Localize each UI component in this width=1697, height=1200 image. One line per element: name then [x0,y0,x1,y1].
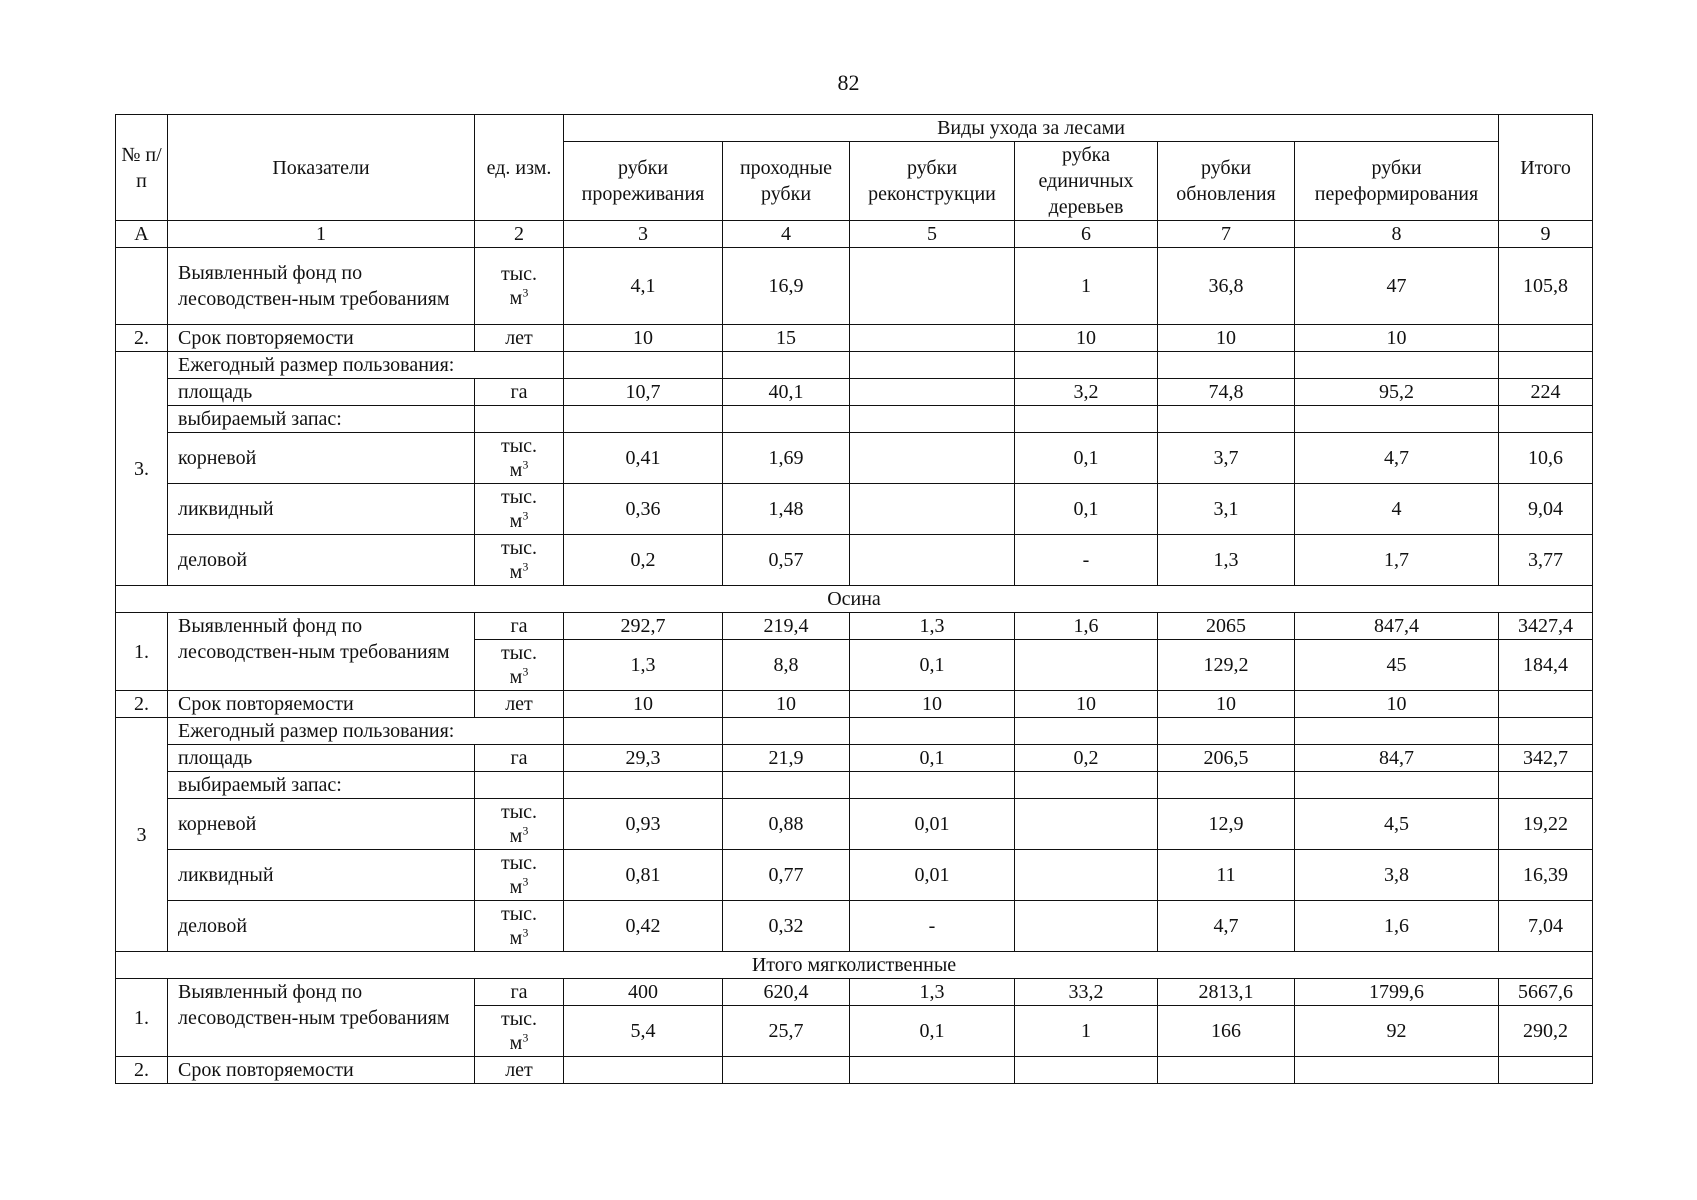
value-cell: 0,41 [564,433,723,484]
value-cell: - [850,901,1015,952]
value-cell: 0,01 [850,850,1015,901]
row-label: ликвидный [168,850,475,901]
value-cell: 0,81 [564,850,723,901]
a-area-row [116,379,1593,406]
value-cell: 1 [1015,1006,1158,1057]
value-cell: 4,1 [564,248,723,325]
value-cell: 1 [1015,248,1158,325]
value-cell [1015,901,1158,952]
header-c3: рубки прореживания [564,142,723,221]
value-cell [850,1057,1015,1084]
row-label: выбираемый запас: [168,772,475,799]
value-cell: 16,39 [1499,850,1593,901]
value-cell [1499,325,1593,352]
page-number: 82 [837,70,860,95]
value-cell: 2813,1 [1158,979,1295,1006]
value-cell [1295,772,1499,799]
value-cell [1499,406,1593,433]
value-cell: 0,88 [723,799,850,850]
header-group-title: Виды ухода за лесами [564,115,1499,142]
value-cell: 400 [564,979,723,1006]
row-label: Срок повторяемости [168,691,475,718]
value-cell: 224 [1499,379,1593,406]
a-stock-row [116,406,1593,433]
index-cell: А [116,221,168,248]
value-cell: 47 [1295,248,1499,325]
value-cell: 105,8 [1499,248,1593,325]
row-num: 2. [116,325,168,352]
value-cell: 620,4 [723,979,850,1006]
row-label: деловой [168,535,475,586]
value-cell: 10 [1015,691,1158,718]
value-cell: 0,1 [1015,433,1158,484]
value-cell [1295,352,1499,379]
value-cell [723,406,850,433]
unit-cell: лет [475,691,564,718]
value-cell: 10 [1158,325,1295,352]
index-cell: 1 [168,221,475,248]
value-cell: 33,2 [1015,979,1158,1006]
unit-cell: га [475,745,564,772]
row-label: Ежегодный размер пользования: [168,352,564,379]
value-cell [1295,406,1499,433]
value-cell: 0,42 [564,901,723,952]
value-cell: 1,6 [1295,901,1499,952]
value-cell: 19,22 [1499,799,1593,850]
value-cell: 1,6 [1015,613,1158,640]
row-label: ликвидный [168,484,475,535]
value-cell: 129,2 [1158,640,1295,691]
value-cell: 36,8 [1158,248,1295,325]
value-cell: 3,77 [1499,535,1593,586]
value-cell: 0,1 [850,1006,1015,1057]
value-cell [1158,352,1295,379]
value-cell: 2065 [1158,613,1295,640]
value-cell [1158,772,1295,799]
section-title: Итого мягколиственные [116,952,1593,979]
value-cell [850,325,1015,352]
value-cell [1015,850,1158,901]
value-cell: 10 [564,325,723,352]
value-cell: 9,04 [1499,484,1593,535]
a-fund-row [116,248,1593,325]
value-cell: 0,2 [564,535,723,586]
header-num: № п/п [116,115,168,221]
a-root-row [116,433,1593,484]
value-cell [564,772,723,799]
row-label: деловой [168,901,475,952]
value-cell: 29,3 [564,745,723,772]
value-cell: 1,3 [564,640,723,691]
row-label: площадь [168,379,475,406]
value-cell: 92 [1295,1006,1499,1057]
value-cell: 4,5 [1295,799,1499,850]
unit-cell: тыс. $м^3$ [475,901,564,952]
value-cell: 290,2 [1499,1006,1593,1057]
value-cell [850,772,1015,799]
value-cell: 184,4 [1499,640,1593,691]
value-cell: 10 [723,691,850,718]
section-title-row [116,586,1593,613]
value-cell [1015,352,1158,379]
value-cell: 5667,6 [1499,979,1593,1006]
header-row-1 [116,115,1593,142]
row-num: 1. [116,979,168,1057]
row-num [116,248,168,325]
value-cell: 10 [1158,691,1295,718]
value-cell [850,379,1015,406]
value-cell: 10 [1295,325,1499,352]
row-label: Срок повторяемости [168,1057,475,1084]
value-cell [850,484,1015,535]
row-num: 1. [116,613,168,691]
value-cell: 0,1 [850,640,1015,691]
row-label: Выявленный фонд по лесоводствен-ным требованиям [168,613,475,691]
header-c4: проходные рубки [723,142,850,221]
value-cell [1015,1057,1158,1084]
value-cell: 10,7 [564,379,723,406]
value-cell [1499,352,1593,379]
value-cell: 4,7 [1158,901,1295,952]
section-title-row [116,952,1593,979]
value-cell [723,718,850,745]
c-repeat-row [116,1057,1593,1084]
index-cell: 9 [1499,221,1593,248]
value-cell [850,406,1015,433]
value-cell: 16,9 [723,248,850,325]
row-label: корневой [168,433,475,484]
b-root-row [116,799,1593,850]
value-cell: 0,2 [1015,745,1158,772]
value-cell [1015,772,1158,799]
b-fund-ha-row [116,613,1593,640]
value-cell [1499,691,1593,718]
value-cell: 8,8 [723,640,850,691]
value-cell: 40,1 [723,379,850,406]
row-label: Срок повторяемости [168,325,475,352]
value-cell: 3,7 [1158,433,1295,484]
row-label: площадь [168,745,475,772]
index-cell: 5 [850,221,1015,248]
value-cell [564,406,723,433]
row-label: Выявленный фонд по лесоводствен-ным требованиям [168,248,475,325]
value-cell: 84,7 [1295,745,1499,772]
value-cell [850,433,1015,484]
value-cell: 4,7 [1295,433,1499,484]
value-cell [850,535,1015,586]
value-cell: 0,1 [1015,484,1158,535]
row-label: корневой [168,799,475,850]
row-num: 3 [116,718,168,952]
value-cell [850,248,1015,325]
header-indicator: Показатели [168,115,475,221]
value-cell: 292,7 [564,613,723,640]
value-cell: 1,69 [723,433,850,484]
unit-cell: лет [475,1057,564,1084]
value-cell: 25,7 [723,1006,850,1057]
value-cell [1015,406,1158,433]
row-label: выбираемый запас: [168,406,475,433]
value-cell [564,1057,723,1084]
value-cell: 0,36 [564,484,723,535]
value-cell: 342,7 [1499,745,1593,772]
value-cell: 0,57 [723,535,850,586]
value-cell: 10 [1015,325,1158,352]
header-c7: рубки обновления [1158,142,1295,221]
index-cell: 2 [475,221,564,248]
unit-cell: тыс. $м^3$ [475,248,564,325]
header-total: Итого [1499,115,1593,221]
value-cell: 0,01 [850,799,1015,850]
header-c5: рубки реконструкции [850,142,1015,221]
forest-care-table [115,114,1593,1084]
value-cell [1499,772,1593,799]
value-cell: 1,3 [1158,535,1295,586]
b-liquid-row [116,850,1593,901]
value-cell: 1,3 [850,979,1015,1006]
value-cell: 10 [564,691,723,718]
unit-cell: тыс. $м^3$ [475,535,564,586]
index-row [116,221,1593,248]
a-annual-row [116,352,1593,379]
row-num: 2. [116,1057,168,1084]
value-cell [1499,718,1593,745]
a-liquid-row [116,484,1593,535]
unit-cell: га [475,379,564,406]
value-cell: 0,1 [850,745,1015,772]
value-cell [723,1057,850,1084]
value-cell [723,772,850,799]
unit-cell: тыс. $м^3$ [475,484,564,535]
value-cell [1158,1057,1295,1084]
value-cell: 3,8 [1295,850,1499,901]
unit-cell [475,772,564,799]
unit-cell: тыс. $м^3$ [475,850,564,901]
value-cell [1295,1057,1499,1084]
value-cell: 21,9 [723,745,850,772]
value-cell [850,352,1015,379]
header-unit: ед. изм. [475,115,564,221]
value-cell [1295,718,1499,745]
index-cell: 3 [564,221,723,248]
value-cell: 3427,4 [1499,613,1593,640]
value-cell: 3,1 [1158,484,1295,535]
value-cell [564,352,723,379]
value-cell [1015,799,1158,850]
value-cell: 3,2 [1015,379,1158,406]
index-cell: 7 [1158,221,1295,248]
unit-cell: тыс. $м^3$ [475,433,564,484]
value-cell: 10 [850,691,1015,718]
section-title: Осина [116,586,1593,613]
value-cell [1015,718,1158,745]
value-cell [1015,640,1158,691]
index-cell: 8 [1295,221,1499,248]
value-cell: 1799,6 [1295,979,1499,1006]
value-cell: 95,2 [1295,379,1499,406]
value-cell: 10 [1295,691,1499,718]
row-label: Ежегодный размер пользования: [168,718,564,745]
unit-cell: тыс. $м^3$ [475,640,564,691]
value-cell [723,352,850,379]
row-label: Выявленный фонд по лесоводствен-ным требованиям [168,979,475,1057]
c-fund-ha-row [116,979,1593,1006]
unit-cell: га [475,979,564,1006]
value-cell [1158,406,1295,433]
value-cell [564,718,723,745]
value-cell: 45 [1295,640,1499,691]
unit-cell: лет [475,325,564,352]
value-cell: 206,5 [1158,745,1295,772]
value-cell: 15 [723,325,850,352]
header-c8: рубки переформирования [1295,142,1499,221]
value-cell: 1,7 [1295,535,1499,586]
value-cell: 10,6 [1499,433,1593,484]
value-cell: 847,4 [1295,613,1499,640]
value-cell: 0,93 [564,799,723,850]
index-cell: 6 [1015,221,1158,248]
index-cell: 4 [723,221,850,248]
a-business-row [116,535,1593,586]
b-repeat-row [116,691,1593,718]
b-business-row [116,901,1593,952]
value-cell: - [1015,535,1158,586]
row-num: 2. [116,691,168,718]
header-c6: рубка единичных деревьев [1015,142,1158,221]
value-cell [1499,1057,1593,1084]
unit-cell: тыс. $м^3$ [475,1006,564,1057]
value-cell [1158,718,1295,745]
value-cell: 0,32 [723,901,850,952]
unit-cell [475,406,564,433]
row-num: 3. [116,352,168,586]
value-cell: 219,4 [723,613,850,640]
value-cell: 166 [1158,1006,1295,1057]
unit-cell: тыс. $м^3$ [475,799,564,850]
value-cell: 12,9 [1158,799,1295,850]
value-cell: 1,3 [850,613,1015,640]
value-cell: 11 [1158,850,1295,901]
b-stock-row [116,772,1593,799]
value-cell: 7,04 [1499,901,1593,952]
b-annual-row [116,718,1593,745]
value-cell: 74,8 [1158,379,1295,406]
value-cell: 5,4 [564,1006,723,1057]
value-cell: 4 [1295,484,1499,535]
a-repeat-row [116,325,1593,352]
value-cell: 0,77 [723,850,850,901]
b-area-row [116,745,1593,772]
value-cell: 1,48 [723,484,850,535]
value-cell [850,718,1015,745]
unit-cell: га [475,613,564,640]
